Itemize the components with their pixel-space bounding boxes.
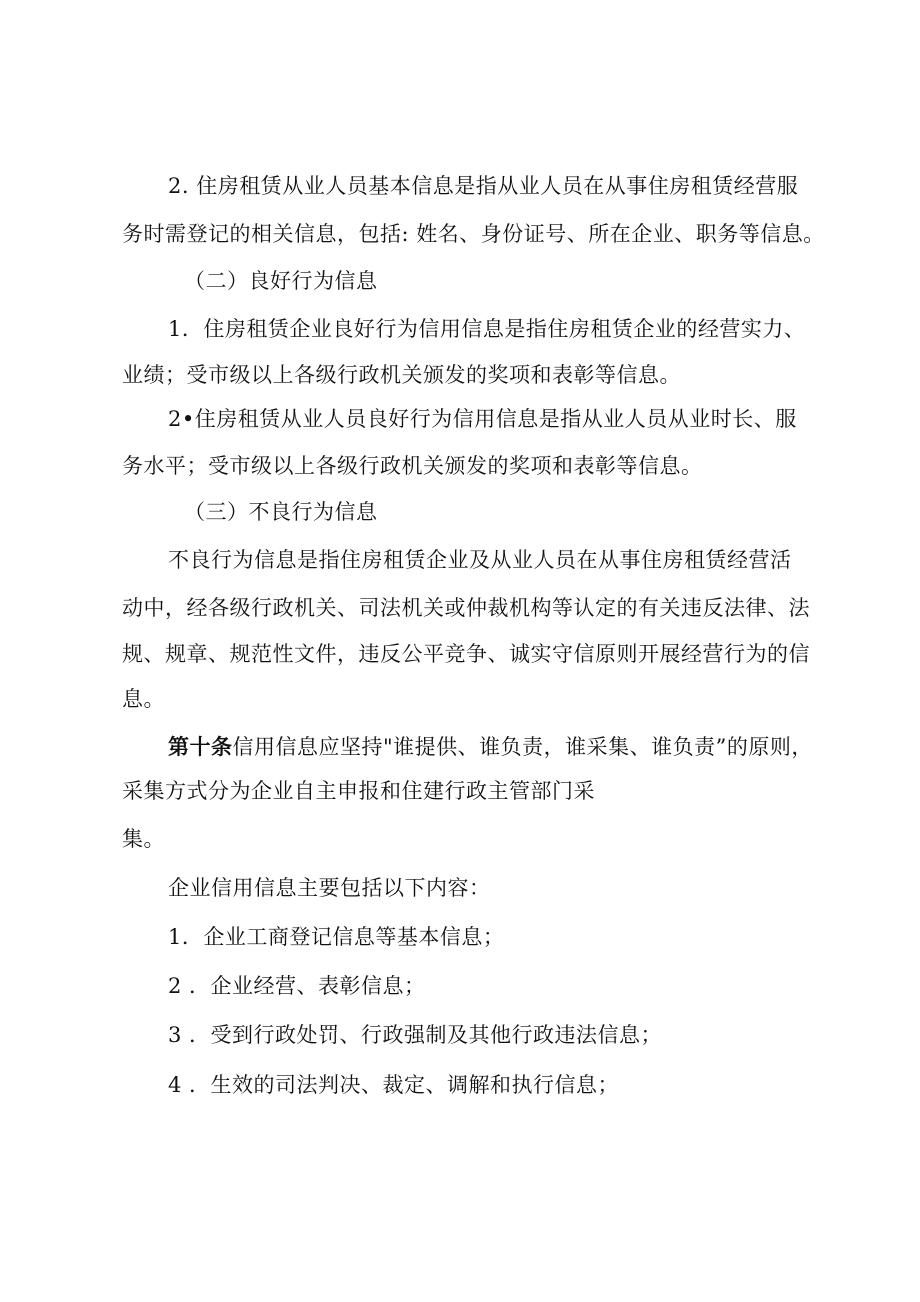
paragraph-line: 息。 [122, 687, 165, 711]
paragraph-line: 业绩；受市级以上各级行政机关颁发的奖项和表彰等信息。 [122, 363, 681, 387]
paragraph-line: 2•住房租赁从业人员良好行为信用信息是指从业人员从业时长、服 [168, 407, 797, 431]
article-text: 信用信息应坚持"谁提供、谁负责，谁采集、谁负责”的原则， [232, 735, 813, 759]
list-item: 3 ．受到行政处罚、行政强制及其他行政违法信息； [168, 1023, 663, 1047]
paragraph-line: 1．住房租赁企业良好行为信用信息是指住房租赁企业的经营实力、 [168, 317, 806, 341]
list-item: 4 ．生效的司法判决、裁定、调解和执行信息； [168, 1073, 620, 1097]
paragraph-line: 集。 [122, 827, 165, 851]
paragraph-line: 采集方式分为企业自主申报和住建行政主管部门采 [122, 779, 595, 803]
section-heading: （三）不良行为信息 [184, 500, 378, 524]
paragraph-line: 2. 住房租赁从业人员基本信息是指从业人员在从事住房租赁经营服 [168, 174, 799, 198]
paragraph-line: 不良行为信息是指住房租赁企业及从业人员在从事住房租赁经营活 [168, 548, 792, 572]
section-heading: （二）良好行为信息 [184, 269, 378, 293]
paragraph-line: 务水平；受市级以上各级行政机关颁发的奖项和表彰等信息。 [122, 454, 703, 478]
article-line [0, 732, 920, 762]
paragraph-line: 动中，经各级行政机关、司法机关或仲裁机构等认定的有关违反法律、法 [122, 596, 810, 620]
article-label: 第十条 [168, 734, 233, 759]
paragraph-line: 企业信用信息主要包括以下内容： [168, 876, 491, 900]
list-item: 1．企业工商登记信息等基本信息； [168, 925, 505, 949]
list-item: 2 ．企业经营、表彰信息； [168, 974, 426, 998]
paragraph-line: 务时需登记的相关信息，包括: 姓名、身份证号、所在企业、职务等信息。 [122, 222, 825, 246]
paragraph-line: 规、规章、规范性文件，违反公平竞争、诚实守信原则开展经营行为的信 [122, 642, 810, 666]
